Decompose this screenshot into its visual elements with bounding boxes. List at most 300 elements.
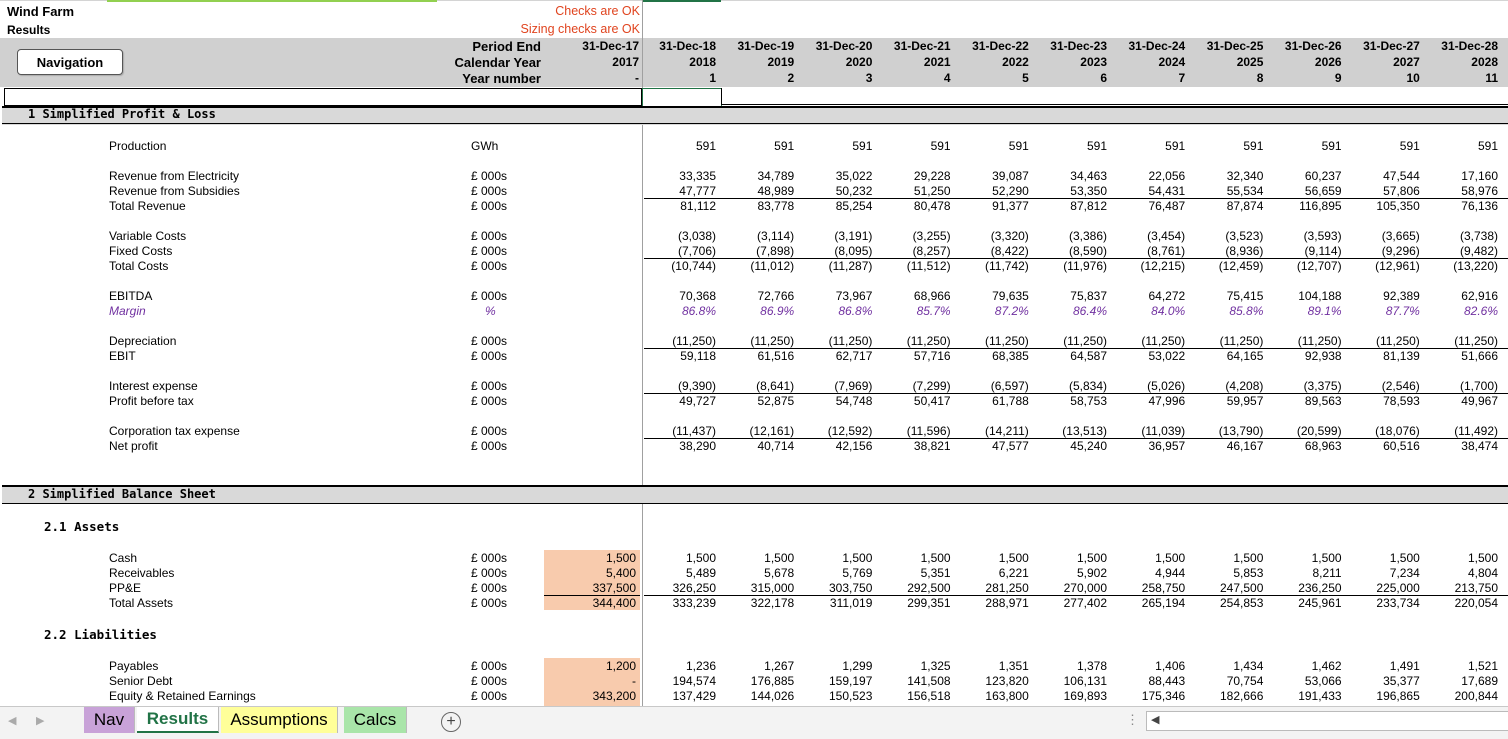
cell-value[interactable]: 7,234 <box>1389 566 1420 580</box>
cell-value[interactable]: 123,820 <box>985 674 1029 688</box>
cell-value[interactable]: (8,422) <box>990 244 1029 258</box>
cell-value[interactable]: (7,299) <box>912 379 951 393</box>
cell-value[interactable]: (3,665) <box>1381 229 1420 243</box>
cell-value[interactable]: 53,022 <box>1148 349 1186 363</box>
cell-value[interactable]: 277,402 <box>1063 596 1107 610</box>
row-label: Fixed Costs <box>109 244 173 258</box>
cell-value[interactable]: (9,114) <box>1304 244 1342 258</box>
cell-value[interactable]: 591 <box>930 139 951 153</box>
add-sheet-button[interactable] <box>441 712 461 732</box>
cell-value[interactable]: 17,160 <box>1461 169 1498 183</box>
cell-value[interactable]: 91,377 <box>992 199 1029 213</box>
cell-value[interactable]: (3,255) <box>912 229 951 243</box>
cell-value[interactable]: (5,834) <box>1068 379 1107 393</box>
cell-value[interactable]: (12,592) <box>827 424 873 438</box>
cell-value[interactable]: 1,434 <box>1233 659 1264 673</box>
cell-value[interactable]: 62,916 <box>1461 289 1498 303</box>
cell-value[interactable]: 1,500 <box>764 551 795 565</box>
cell-value[interactable]: 86.4% <box>1072 304 1107 318</box>
cell-value[interactable]: 35,377 <box>1383 674 1420 688</box>
cell-value[interactable]: 62,717 <box>835 349 873 363</box>
cell-value[interactable]: 47,777 <box>679 184 716 198</box>
cell-value[interactable]: 5,351 <box>920 566 951 580</box>
cell-value[interactable]: 81,112 <box>680 199 716 213</box>
cell-value[interactable]: (2,546) <box>1381 379 1420 393</box>
cell-value[interactable]: 59,957 <box>1226 394 1264 408</box>
cell-value[interactable]: 87,874 <box>1226 199 1264 213</box>
cell-value[interactable]: 591 <box>1399 139 1420 153</box>
cell-value[interactable]: 245,961 <box>1298 596 1342 610</box>
sheet-tab-assumptions[interactable]: Assumptions <box>221 707 338 733</box>
cell-value[interactable]: 58,753 <box>1070 394 1107 408</box>
sheet-tab-results[interactable]: Results <box>137 707 219 733</box>
row-base-value[interactable]: - <box>632 674 636 688</box>
cell-value[interactable]: 105,350 <box>1376 199 1420 213</box>
cell-value[interactable]: 5,678 <box>764 566 795 580</box>
cell-value[interactable]: 87.2% <box>994 304 1029 318</box>
cell-value[interactable]: (13,513) <box>1062 424 1107 438</box>
cell-value[interactable]: (11,250) <box>1375 334 1420 348</box>
cell-value[interactable]: 87,812 <box>1070 199 1107 213</box>
cell-value[interactable]: (3,593) <box>1303 229 1342 243</box>
cell-value[interactable]: 333,239 <box>672 596 716 610</box>
cell-value[interactable]: (11,250) <box>1063 334 1107 348</box>
row-base-value[interactable]: 1,200 <box>605 659 636 673</box>
cell-value[interactable]: 176,885 <box>750 674 795 688</box>
cell-value[interactable]: 76,487 <box>1148 199 1186 213</box>
cell-value[interactable]: 38,290 <box>679 439 716 453</box>
row-label: Receivables <box>109 566 175 580</box>
cell-value[interactable]: (5,026) <box>1147 379 1186 393</box>
cell-value[interactable]: 68,966 <box>913 289 951 303</box>
cell-value[interactable]: 59,118 <box>680 349 716 363</box>
cell-value[interactable]: (18,076) <box>1375 424 1420 438</box>
cell-value[interactable]: 1,500 <box>1155 551 1186 565</box>
cell-value[interactable]: 49,967 <box>1461 394 1498 408</box>
scroll-left-arrow-icon[interactable]: ◀ <box>1151 714 1160 726</box>
cell-value[interactable]: (11,512) <box>906 259 951 273</box>
cell-value[interactable]: 85.8% <box>1229 304 1264 318</box>
cell-value[interactable]: (11,437) <box>672 424 716 438</box>
cell-value[interactable]: 591 <box>695 139 716 153</box>
cell-value[interactable]: 54,748 <box>835 394 873 408</box>
cell-value[interactable]: 88,443 <box>1148 674 1186 688</box>
cell-value[interactable]: (3,386) <box>1068 229 1107 243</box>
cell-value[interactable]: 45,240 <box>1070 439 1107 453</box>
cell-value[interactable]: 48,989 <box>757 184 795 198</box>
cell-value[interactable]: 322,178 <box>750 596 795 610</box>
cell-value[interactable]: 54,431 <box>1148 184 1186 198</box>
cell-value[interactable]: 254,853 <box>1220 596 1264 610</box>
cell-value[interactable]: 47,996 <box>1148 394 1186 408</box>
cell-value[interactable]: 80,478 <box>913 199 951 213</box>
cell-value[interactable]: 141,508 <box>907 674 951 688</box>
cell-value[interactable]: 163,800 <box>985 689 1029 703</box>
cell-value[interactable]: (8,936) <box>1225 244 1264 258</box>
cell-value[interactable]: 144,026 <box>750 689 795 703</box>
row-label: Total Assets <box>109 596 174 610</box>
cell-value[interactable]: 225,000 <box>1376 581 1420 595</box>
cell-value[interactable]: (11,742) <box>984 259 1029 273</box>
cell-value[interactable]: 68,385 <box>992 349 1029 363</box>
subsection-liabilities: 2.2 Liabilities <box>44 627 157 642</box>
header-date-col-3: 31-Dec-20 <box>815 39 873 53</box>
cell-value[interactable]: 5,769 <box>842 566 873 580</box>
cell-value[interactable]: 86.9% <box>760 304 795 318</box>
header-year-col-5: 2022 <box>1002 55 1029 69</box>
row-label: Net profit <box>109 439 158 453</box>
cell-value[interactable]: 49,727 <box>679 394 716 408</box>
cell-value[interactable]: 56,659 <box>1304 184 1342 198</box>
cell-value[interactable]: (7,898) <box>756 244 795 258</box>
cell-value[interactable]: 281,250 <box>985 581 1029 595</box>
cell-value[interactable]: 29,228 <box>913 169 951 183</box>
row-unit: £ 000s <box>471 581 508 595</box>
row-unit: £ 000s <box>471 199 508 213</box>
cell-value[interactable]: 194,574 <box>672 674 716 688</box>
cell-value[interactable]: 51,250 <box>913 184 951 198</box>
cell-value[interactable]: (7,706) <box>677 244 716 258</box>
row-base-value[interactable]: 337,500 <box>592 581 636 595</box>
cell-value[interactable]: 4,944 <box>1155 566 1186 580</box>
cell-value[interactable]: (8,590) <box>1068 244 1107 258</box>
cell-value[interactable]: (4,208) <box>1225 379 1264 393</box>
cell-value[interactable]: 5,853 <box>1233 566 1264 580</box>
cell-value[interactable]: 22,056 <box>1148 169 1186 183</box>
cell-value[interactable]: (8,761) <box>1147 244 1186 258</box>
title-line1: Wind Farm <box>7 4 75 19</box>
cell-value[interactable]: 591 <box>1243 139 1264 153</box>
cell-value[interactable]: 64,272 <box>1148 289 1186 303</box>
cell-value[interactable]: 311,019 <box>829 596 873 610</box>
cell-value[interactable]: 73,967 <box>835 289 873 303</box>
cell-value[interactable]: (12,215) <box>1140 259 1186 273</box>
cell-value[interactable]: 38,474 <box>1461 439 1498 453</box>
cell-value[interactable]: (20,599) <box>1296 424 1342 438</box>
cell-value[interactable]: 58,976 <box>1461 184 1498 198</box>
cell-value[interactable]: 8,211 <box>1312 566 1342 580</box>
cell-value[interactable]: 303,750 <box>829 581 873 595</box>
cell-value[interactable]: 76,136 <box>1461 199 1498 213</box>
cell-value[interactable]: 79,635 <box>992 289 1029 303</box>
cell-value[interactable]: 1,351 <box>998 659 1029 673</box>
cell-value[interactable]: 92,938 <box>1304 349 1342 363</box>
cell-value[interactable]: 137,429 <box>672 689 716 703</box>
cell-value[interactable]: 1,378 <box>1076 659 1107 673</box>
cell-value[interactable]: 86.8% <box>681 304 716 318</box>
cell-value[interactable]: (11,250) <box>750 334 795 348</box>
cell-value[interactable]: 85.7% <box>916 304 951 318</box>
cell-value[interactable]: (11,287) <box>828 259 873 273</box>
cell-value[interactable]: 288,971 <box>985 596 1029 610</box>
cell-value[interactable]: (11,596) <box>906 424 951 438</box>
cell-value[interactable]: 196,865 <box>1376 689 1420 703</box>
cell-value[interactable]: 1,267 <box>764 659 795 673</box>
year-number-label: Year number <box>462 71 541 86</box>
cell-value[interactable]: (3,523) <box>1225 229 1264 243</box>
scroll-right-icon[interactable]: ▶ <box>36 715 45 727</box>
row-label: Payables <box>109 659 159 673</box>
cell-value[interactable]: 4,804 <box>1467 566 1498 580</box>
row-label: Depreciation <box>109 334 177 348</box>
cell-value[interactable]: 315,000 <box>750 581 795 595</box>
cell-value[interactable]: 64,165 <box>1226 349 1264 363</box>
cell-value[interactable]: (11,250) <box>1297 334 1342 348</box>
row-label: EBITDA <box>109 289 153 303</box>
cell-value[interactable]: 53,350 <box>1070 184 1107 198</box>
row-base-value[interactable]: 343,200 <box>592 689 636 703</box>
cell-value[interactable]: 233,734 <box>1376 596 1420 610</box>
cell-value[interactable]: 591 <box>1008 139 1029 153</box>
cell-value[interactable]: (14,211) <box>984 424 1029 438</box>
row-label: PP&E <box>109 581 142 595</box>
header-num-col-7: 7 <box>1178 71 1186 85</box>
cell-value[interactable]: 17,689 <box>1461 674 1498 688</box>
cell-value[interactable]: 89.1% <box>1307 304 1342 318</box>
horizontal-scrollbar[interactable] <box>1146 711 1508 731</box>
cell-value[interactable]: 87.7% <box>1385 304 1420 318</box>
row-label: Variable Costs <box>109 229 187 243</box>
row-unit: £ 000s <box>471 394 508 408</box>
cell-value[interactable]: 1,491 <box>1389 659 1420 673</box>
row-base-value[interactable]: 344,400 <box>592 596 636 610</box>
cell-value[interactable]: 220,054 <box>1454 596 1498 610</box>
row-base-value[interactable]: 5,400 <box>605 566 636 580</box>
cell-value[interactable]: 55,534 <box>1226 184 1264 198</box>
cell-value[interactable]: (9,390) <box>677 379 716 393</box>
cell-value[interactable]: 47,577 <box>992 439 1029 453</box>
cell-value[interactable]: 159,197 <box>829 674 873 688</box>
header-year-col-8: 2025 <box>1236 55 1264 69</box>
header-date-col-5: 31-Dec-22 <box>972 39 1029 53</box>
cell-value[interactable]: 86.8% <box>838 304 873 318</box>
cell-value[interactable]: 150,523 <box>829 689 873 703</box>
cell-value[interactable]: 68,963 <box>1304 439 1342 453</box>
cell-value[interactable]: (11,250) <box>906 334 951 348</box>
cell-value[interactable]: 1,299 <box>842 659 873 673</box>
cell-value[interactable]: 191,433 <box>1298 689 1342 703</box>
cell-value[interactable]: 70,368 <box>679 289 716 303</box>
cell-value[interactable]: (3,738) <box>1459 229 1498 243</box>
sheet-tab-calcs[interactable]: Calcs <box>344 707 407 733</box>
cell-value[interactable]: 89,563 <box>1304 394 1342 408</box>
cell-value[interactable]: (11,250) <box>828 334 873 348</box>
cell-value[interactable]: 175,346 <box>1141 689 1186 703</box>
cell-value[interactable]: (8,641) <box>756 379 795 393</box>
row-unit: GWh <box>471 139 499 153</box>
tab-bar-splitter[interactable]: ⋮ <box>1126 712 1139 727</box>
cell-value[interactable]: 75,837 <box>1070 289 1107 303</box>
cell-value[interactable]: 104,188 <box>1298 289 1342 303</box>
cell-value[interactable]: (12,707) <box>1296 259 1342 273</box>
cell-value[interactable]: (11,250) <box>1219 334 1264 348</box>
cell-value[interactable]: 39,087 <box>992 169 1029 183</box>
cell-value[interactable]: 60,516 <box>1383 439 1420 453</box>
cell-value[interactable]: 38,821 <box>913 439 951 453</box>
cell-value[interactable]: 299,351 <box>907 596 951 610</box>
calendar-year-label: Calendar Year <box>454 55 541 70</box>
cell-value[interactable]: 213,750 <box>1454 581 1498 595</box>
cell-value[interactable]: (3,320) <box>990 229 1029 243</box>
cell-value[interactable]: 156,518 <box>907 689 951 703</box>
cell-value[interactable]: (3,114) <box>757 229 795 243</box>
cell-value[interactable]: 46,167 <box>1226 439 1264 453</box>
header-date-col-2: 31-Dec-19 <box>737 39 795 53</box>
cell-value[interactable]: 326,250 <box>672 581 716 595</box>
cell-value[interactable]: 85,254 <box>835 199 873 213</box>
cell-value[interactable]: 57,716 <box>913 349 951 363</box>
cell-value[interactable]: (7,969) <box>834 379 873 393</box>
cell-value[interactable]: 57,806 <box>1383 184 1420 198</box>
cell-value[interactable]: 61,788 <box>992 394 1029 408</box>
cell-value[interactable]: 200,844 <box>1454 689 1498 703</box>
cell-value[interactable]: 591 <box>1165 139 1186 153</box>
cell-value[interactable]: 84.0% <box>1151 304 1186 318</box>
cell-value[interactable]: (3,375) <box>1303 379 1342 393</box>
cell-value[interactable]: 81,139 <box>1383 349 1420 363</box>
cell-value[interactable]: 182,666 <box>1220 689 1264 703</box>
cell-value[interactable]: 258,750 <box>1141 581 1186 595</box>
cell-value[interactable]: 34,463 <box>1070 169 1107 183</box>
cell-value[interactable]: (6,597) <box>990 379 1029 393</box>
cell-value[interactable]: 106,131 <box>1063 674 1107 688</box>
cell-value[interactable]: 1,500 <box>685 551 716 565</box>
cell-value[interactable]: 591 <box>1321 139 1342 153</box>
cell-value[interactable]: 1,521 <box>1467 659 1498 673</box>
formula-row-left[interactable] <box>4 88 642 106</box>
cell-value[interactable]: (13,220) <box>1453 259 1498 273</box>
cell-value[interactable]: 1,500 <box>1311 551 1342 565</box>
header-year-col-10: 2027 <box>1393 55 1420 69</box>
cell-value[interactable]: 33,335 <box>679 169 716 183</box>
cell-value[interactable]: 1,500 <box>920 551 951 565</box>
cell-value[interactable]: 591 <box>774 139 795 153</box>
cell-value[interactable]: 1,500 <box>1467 551 1498 565</box>
cell-value[interactable]: 32,340 <box>1226 169 1264 183</box>
selected-cell[interactable] <box>642 88 722 107</box>
row-label: Senior Debt <box>109 674 173 688</box>
cell-value[interactable]: (12,161) <box>749 424 795 438</box>
row-base-value[interactable]: 1,500 <box>605 551 636 565</box>
cell-value[interactable]: 247,500 <box>1220 581 1264 595</box>
cell-value[interactable]: 36,957 <box>1148 439 1186 453</box>
cell-value[interactable]: (1,700) <box>1459 379 1498 393</box>
header-date-col-10: 31-Dec-27 <box>1363 39 1420 53</box>
cell-value[interactable]: 5,902 <box>1076 566 1107 580</box>
cell-value[interactable]: (11,250) <box>1454 334 1498 348</box>
cell-value[interactable]: 83,778 <box>757 199 795 213</box>
cell-value[interactable]: 5,489 <box>685 566 716 580</box>
cell-value[interactable]: (9,296) <box>1381 244 1420 258</box>
cell-value[interactable]: 1,500 <box>842 551 873 565</box>
cell-value[interactable]: 61,516 <box>757 349 795 363</box>
cell-value[interactable]: 34,789 <box>757 169 795 183</box>
cell-value[interactable]: 52,290 <box>992 184 1029 198</box>
header-year-col-2: 2019 <box>767 55 795 69</box>
cell-value[interactable]: 64,587 <box>1070 349 1107 363</box>
cell-value[interactable]: 50,417 <box>913 394 951 408</box>
cell-value[interactable]: (3,191) <box>834 229 873 243</box>
cell-value[interactable]: 236,250 <box>1298 581 1342 595</box>
cell-value[interactable]: 51,666 <box>1461 349 1498 363</box>
cell-value[interactable]: (3,038) <box>677 229 716 243</box>
cell-value[interactable]: 1,406 <box>1155 659 1186 673</box>
cell-value[interactable]: (11,250) <box>984 334 1029 348</box>
cell-value[interactable]: 6,221 <box>998 566 1029 580</box>
header-date-col-9: 31-Dec-26 <box>1284 39 1342 53</box>
cell-value[interactable]: 35,022 <box>835 169 873 183</box>
cell-value[interactable]: 52,875 <box>757 394 795 408</box>
cell-value[interactable]: 92,389 <box>1383 289 1420 303</box>
title-line2: Results <box>7 23 51 37</box>
cell-value[interactable]: 591 <box>1477 139 1498 153</box>
cell-value[interactable]: (9,482) <box>1459 244 1498 258</box>
cell-value[interactable]: (11,039) <box>1141 424 1186 438</box>
header-year-col-4: 2021 <box>923 55 951 69</box>
cell-value[interactable]: (8,257) <box>912 244 951 258</box>
cell-value[interactable]: 270,000 <box>1063 581 1107 595</box>
cell-value[interactable]: 53,066 <box>1304 674 1342 688</box>
cell-value[interactable]: (11,492) <box>1454 424 1498 438</box>
header-year-col-6: 2023 <box>1080 55 1107 69</box>
cell-value[interactable]: 591 <box>1086 139 1107 153</box>
cell-value[interactable]: 1,236 <box>685 659 716 673</box>
cell-value[interactable]: 50,232 <box>835 184 873 198</box>
row-unit: £ 000s <box>471 229 508 243</box>
cell-value[interactable]: 60,237 <box>1304 169 1342 183</box>
row-unit: £ 000s <box>471 259 508 273</box>
header-date-first: 31-Dec-17 <box>582 39 639 53</box>
cell-value[interactable]: 78,593 <box>1383 394 1420 408</box>
cell-value[interactable]: 70,754 <box>1226 674 1264 688</box>
cell-value[interactable]: 82.6% <box>1463 304 1498 318</box>
cell-value[interactable]: 1,500 <box>1389 551 1420 565</box>
cell-value[interactable]: (11,250) <box>1141 334 1186 348</box>
cell-value[interactable]: 292,500 <box>907 581 951 595</box>
cell-value[interactable]: 591 <box>852 139 873 153</box>
cell-value[interactable]: 265,194 <box>1141 596 1186 610</box>
navigation-button[interactable]: Navigation <box>17 49 123 75</box>
cell-value[interactable]: (3,454) <box>1147 229 1186 243</box>
cell-value[interactable]: 1,462 <box>1311 659 1342 673</box>
cell-value[interactable]: (11,976) <box>1063 259 1107 273</box>
cell-value[interactable]: (8,095) <box>834 244 873 258</box>
cell-value[interactable]: 42,156 <box>835 439 873 453</box>
cell-value[interactable]: 1,500 <box>1076 551 1107 565</box>
row-unit: £ 000s <box>471 551 508 565</box>
row-label: Revenue from Electricity <box>109 169 240 183</box>
cell-value[interactable]: (13,790) <box>1218 424 1264 438</box>
cell-value[interactable]: (12,961) <box>1375 259 1420 273</box>
header-num-col-10: 10 <box>1406 71 1420 85</box>
cell-value[interactable]: 1,500 <box>1233 551 1264 565</box>
cell-value[interactable]: (11,012) <box>750 259 795 273</box>
cell-value[interactable]: (11,250) <box>672 334 716 348</box>
cell-value[interactable]: 116,895 <box>1299 199 1342 213</box>
cell-value[interactable]: 47,544 <box>1383 169 1420 183</box>
cell-value[interactable]: 1,325 <box>920 659 951 673</box>
cell-value[interactable]: (10,744) <box>671 259 716 273</box>
header-date-col-1: 31-Dec-18 <box>659 39 716 53</box>
scroll-left-icon[interactable]: ◀ <box>8 715 17 727</box>
cell-value[interactable]: 40,714 <box>757 439 795 453</box>
cell-value[interactable]: 75,415 <box>1226 289 1264 303</box>
cell-value[interactable]: 1,500 <box>998 551 1029 565</box>
cell-value[interactable]: (12,459) <box>1218 259 1264 273</box>
sheet-tab-nav[interactable]: Nav <box>84 707 135 733</box>
cell-value[interactable]: 169,893 <box>1063 689 1107 703</box>
cell-value[interactable]: 72,766 <box>757 289 795 303</box>
